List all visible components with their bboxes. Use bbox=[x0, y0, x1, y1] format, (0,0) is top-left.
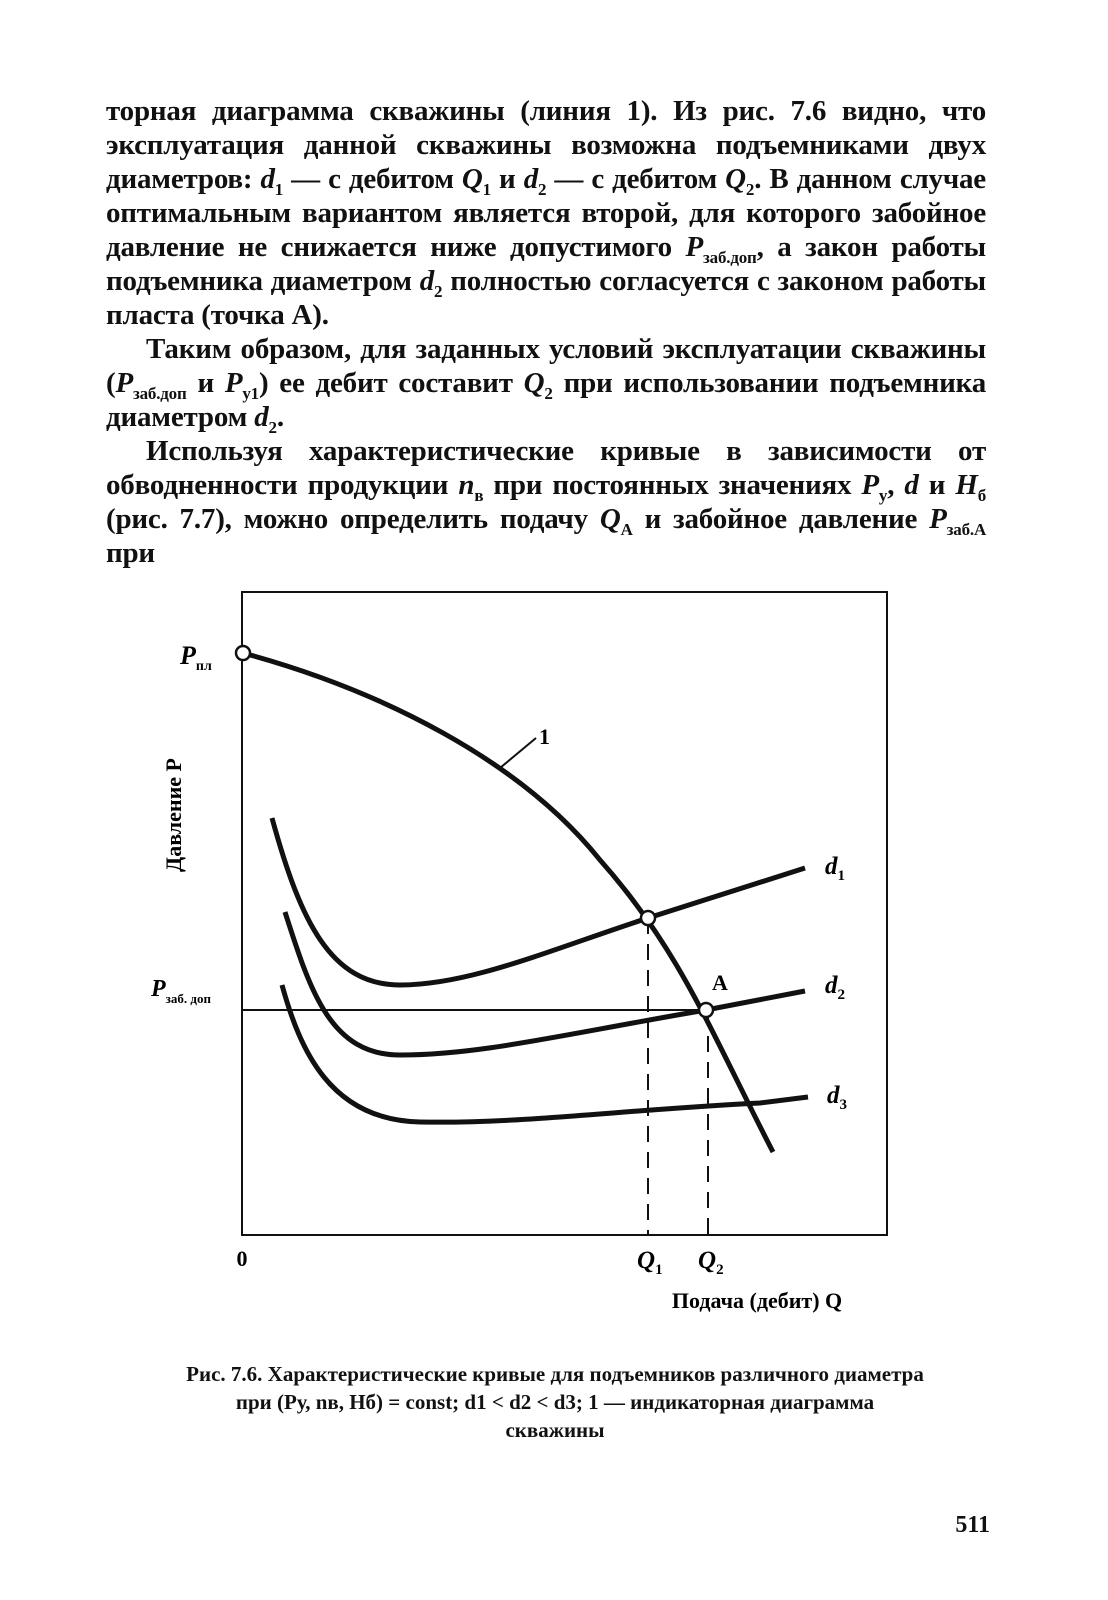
d2-label: $d_2$ bbox=[825, 972, 845, 1003]
curve-1-label: 1 bbox=[539, 724, 550, 749]
page-number: 511 bbox=[955, 1512, 990, 1538]
d3-label: $d_3$ bbox=[827, 1082, 847, 1113]
d1-label: $d_1$ bbox=[825, 853, 845, 884]
x-axis-label: Подача (дебит) Q bbox=[671, 1288, 843, 1313]
p-pl-label: $P_{пл}$ bbox=[180, 641, 212, 674]
curve-1-leader bbox=[500, 738, 536, 768]
paragraph-2: Таким образом, для заданных условий эксплуатации скважины ($P_{заб.доп}$ и $P_{у1}$) ее дебит составит $Q_2$ при использовании подъемника диаметром $d_2$. bbox=[106, 333, 986, 437]
curve-d1 bbox=[272, 818, 805, 985]
point-a-label: А bbox=[712, 970, 728, 995]
q2-label: $Q_2$ bbox=[698, 1247, 724, 1278]
y-axis-label: Давление P bbox=[161, 758, 186, 872]
point-p-pl bbox=[236, 646, 250, 660]
point-a bbox=[699, 1003, 713, 1017]
q1-label: $Q_1$ bbox=[637, 1247, 663, 1278]
figure-caption bbox=[110, 1360, 1000, 1444]
caption-line-2: при (Pу, nв, Hб) = const; d1 < d2 < d3; 1 — индикаторная диаграмма bbox=[235, 1390, 875, 1414]
caption-line-1: Рис. 7.6. Характеристические кривые для подъемников различного диаметра bbox=[186, 1362, 924, 1386]
paragraph-3: Используя характеристические кривые в зависимости от обводненности продукции $n_в$ при постоянных значениях $P_у$, d и $H_б$ (рис. 7.7), можно определить подачу $Q_A$ и забойное давление $P_{заб.A}$ при bbox=[106, 435, 987, 569]
paragraph-1: торная диаграмма скважины (линия 1). Из рис. 7.6 видно, что эксплуатация данной скважины возможна подъемниками двух диаметров: $d_1$ — с дебитом $Q_1$ и $d_2$ — с дебитом $Q_2$. В данном случае оптимальным вариантом является второй, для которого забойное давление не снижается ниже допустимого $P_{заб.доп}$, а закон работы подъемника диаметром $d_2$ полностью согласуется с законом работы пласта (точка А). bbox=[106, 95, 986, 331]
point-q1 bbox=[641, 911, 655, 925]
plot-frame bbox=[242, 592, 887, 1235]
caption-line-3: скважины bbox=[505, 1418, 605, 1442]
p-zab-dop-label: $P_{заб. доп}$ bbox=[151, 976, 211, 1006]
origin-label: 0 bbox=[236, 1246, 248, 1271]
